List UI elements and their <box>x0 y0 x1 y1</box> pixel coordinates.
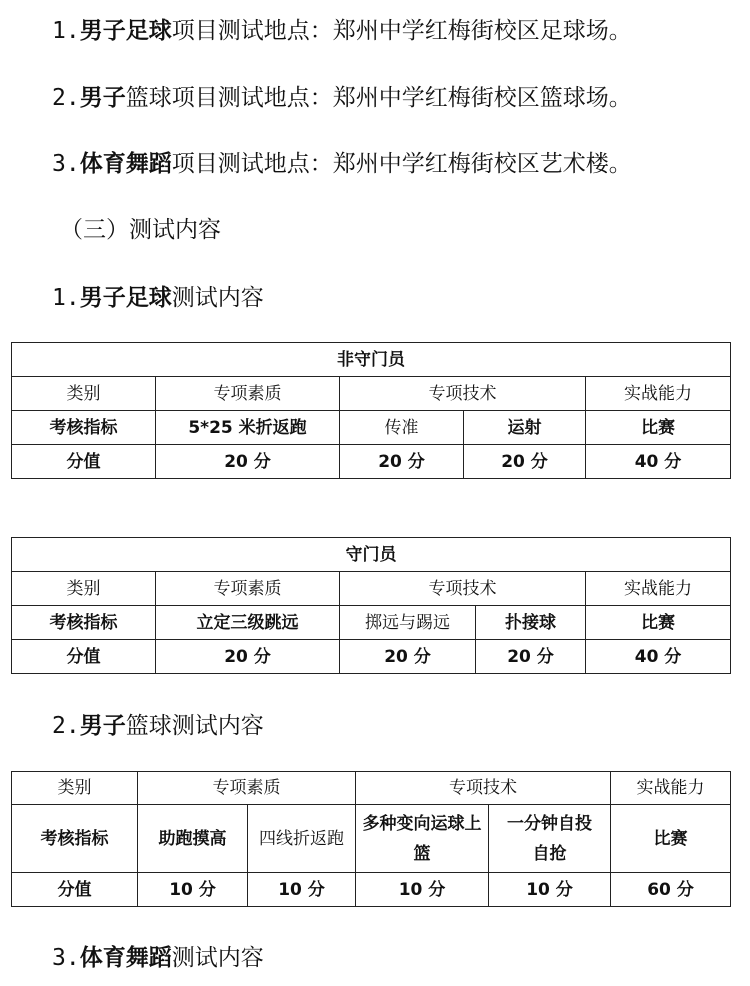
header-quality: 专项素质 <box>138 772 356 805</box>
header-combat: 实战能力 <box>586 377 731 411</box>
row-label-score: 分值 <box>12 445 156 479</box>
score-cell: 10 分 <box>138 873 248 907</box>
line-text: 项目测试地点：郑州中学红梅街校区艺术楼。 <box>171 151 632 177</box>
list-number: 1. <box>52 18 80 44</box>
header-category: 类别 <box>12 377 156 411</box>
list-number: 3. <box>52 151 80 177</box>
table-non-goalkeeper <box>11 342 731 479</box>
row-label-indicator: 考核指标 <box>12 411 156 445</box>
item-cell: 比赛 <box>586 606 731 640</box>
header-skill: 专项技术 <box>356 772 611 805</box>
item-cell: 比赛 <box>586 411 731 445</box>
item-cell: 扑接球 <box>476 606 586 640</box>
header-category: 类别 <box>12 572 156 606</box>
item-cell: 传准 <box>340 411 464 445</box>
row-label-score: 分值 <box>12 873 138 907</box>
row-label-score: 分值 <box>12 640 156 674</box>
venue-line-soccer <box>52 16 632 46</box>
section-heading-test-content: （三）测试内容 <box>60 217 221 243</box>
score-cell: 20 分 <box>340 445 464 479</box>
item-cell: 掷远与踢远 <box>340 606 476 640</box>
header-quality: 专项素质 <box>156 572 340 606</box>
table-title: 非守门员 <box>12 343 731 377</box>
item-cell: 立定三级跳远 <box>156 606 340 640</box>
item-cell: 一分钟自投自抢 <box>489 805 611 873</box>
score-cell: 40 分 <box>586 445 731 479</box>
header-combat: 实战能力 <box>611 772 731 805</box>
item-cell: 助跑摸高 <box>138 805 248 873</box>
list-number: 2. <box>52 713 80 739</box>
basketball-test-heading <box>52 711 264 741</box>
list-number: 3. <box>52 945 80 971</box>
dance-test-heading <box>52 943 264 973</box>
bold-term: 男子 <box>79 713 126 739</box>
line-text: 测试内容 <box>171 285 264 311</box>
line-text: 篮球测试内容 <box>125 713 264 739</box>
score-cell: 20 分 <box>464 445 586 479</box>
table-goalkeeper <box>11 537 731 674</box>
line-text: 项目测试地点：郑州中学红梅街校区足球场。 <box>171 18 632 44</box>
score-cell: 60 分 <box>611 873 731 907</box>
score-cell: 10 分 <box>489 873 611 907</box>
item-cell: 5*25 米折返跑 <box>156 411 340 445</box>
item-cell: 比赛 <box>611 805 731 873</box>
line-text: 测试内容 <box>171 945 264 971</box>
header-skill: 专项技术 <box>340 377 586 411</box>
soccer-test-heading <box>52 283 264 313</box>
score-cell: 20 分 <box>476 640 586 674</box>
score-cell: 40 分 <box>586 640 731 674</box>
bold-term: 体育舞蹈 <box>79 151 172 177</box>
score-cell: 10 分 <box>248 873 356 907</box>
header-skill: 专项技术 <box>340 572 586 606</box>
score-cell: 20 分 <box>340 640 476 674</box>
list-number: 1. <box>52 285 80 311</box>
score-cell: 20 分 <box>156 445 340 479</box>
bold-term: 男子 <box>79 85 126 111</box>
header-combat: 实战能力 <box>586 572 731 606</box>
venue-line-dance <box>52 149 632 179</box>
table-basketball <box>11 771 731 907</box>
score-cell: 10 分 <box>356 873 489 907</box>
item-cell: 运射 <box>464 411 586 445</box>
header-category: 类别 <box>12 772 138 805</box>
bold-term: 体育舞蹈 <box>79 945 172 971</box>
header-quality: 专项素质 <box>156 377 340 411</box>
score-cell: 20 分 <box>156 640 340 674</box>
item-cell: 四线折返跑 <box>248 805 356 873</box>
item-cell: 多种变向运球上篮 <box>356 805 489 873</box>
row-label-indicator: 考核指标 <box>12 606 156 640</box>
venue-line-basketball <box>52 83 632 113</box>
line-text: 篮球项目测试地点：郑州中学红梅街校区篮球场。 <box>125 85 632 111</box>
list-number: 2. <box>52 85 80 111</box>
table-title: 守门员 <box>12 538 731 572</box>
row-label-indicator: 考核指标 <box>12 805 138 873</box>
bold-term: 男子足球 <box>79 285 172 311</box>
bold-term: 男子足球 <box>79 18 172 44</box>
